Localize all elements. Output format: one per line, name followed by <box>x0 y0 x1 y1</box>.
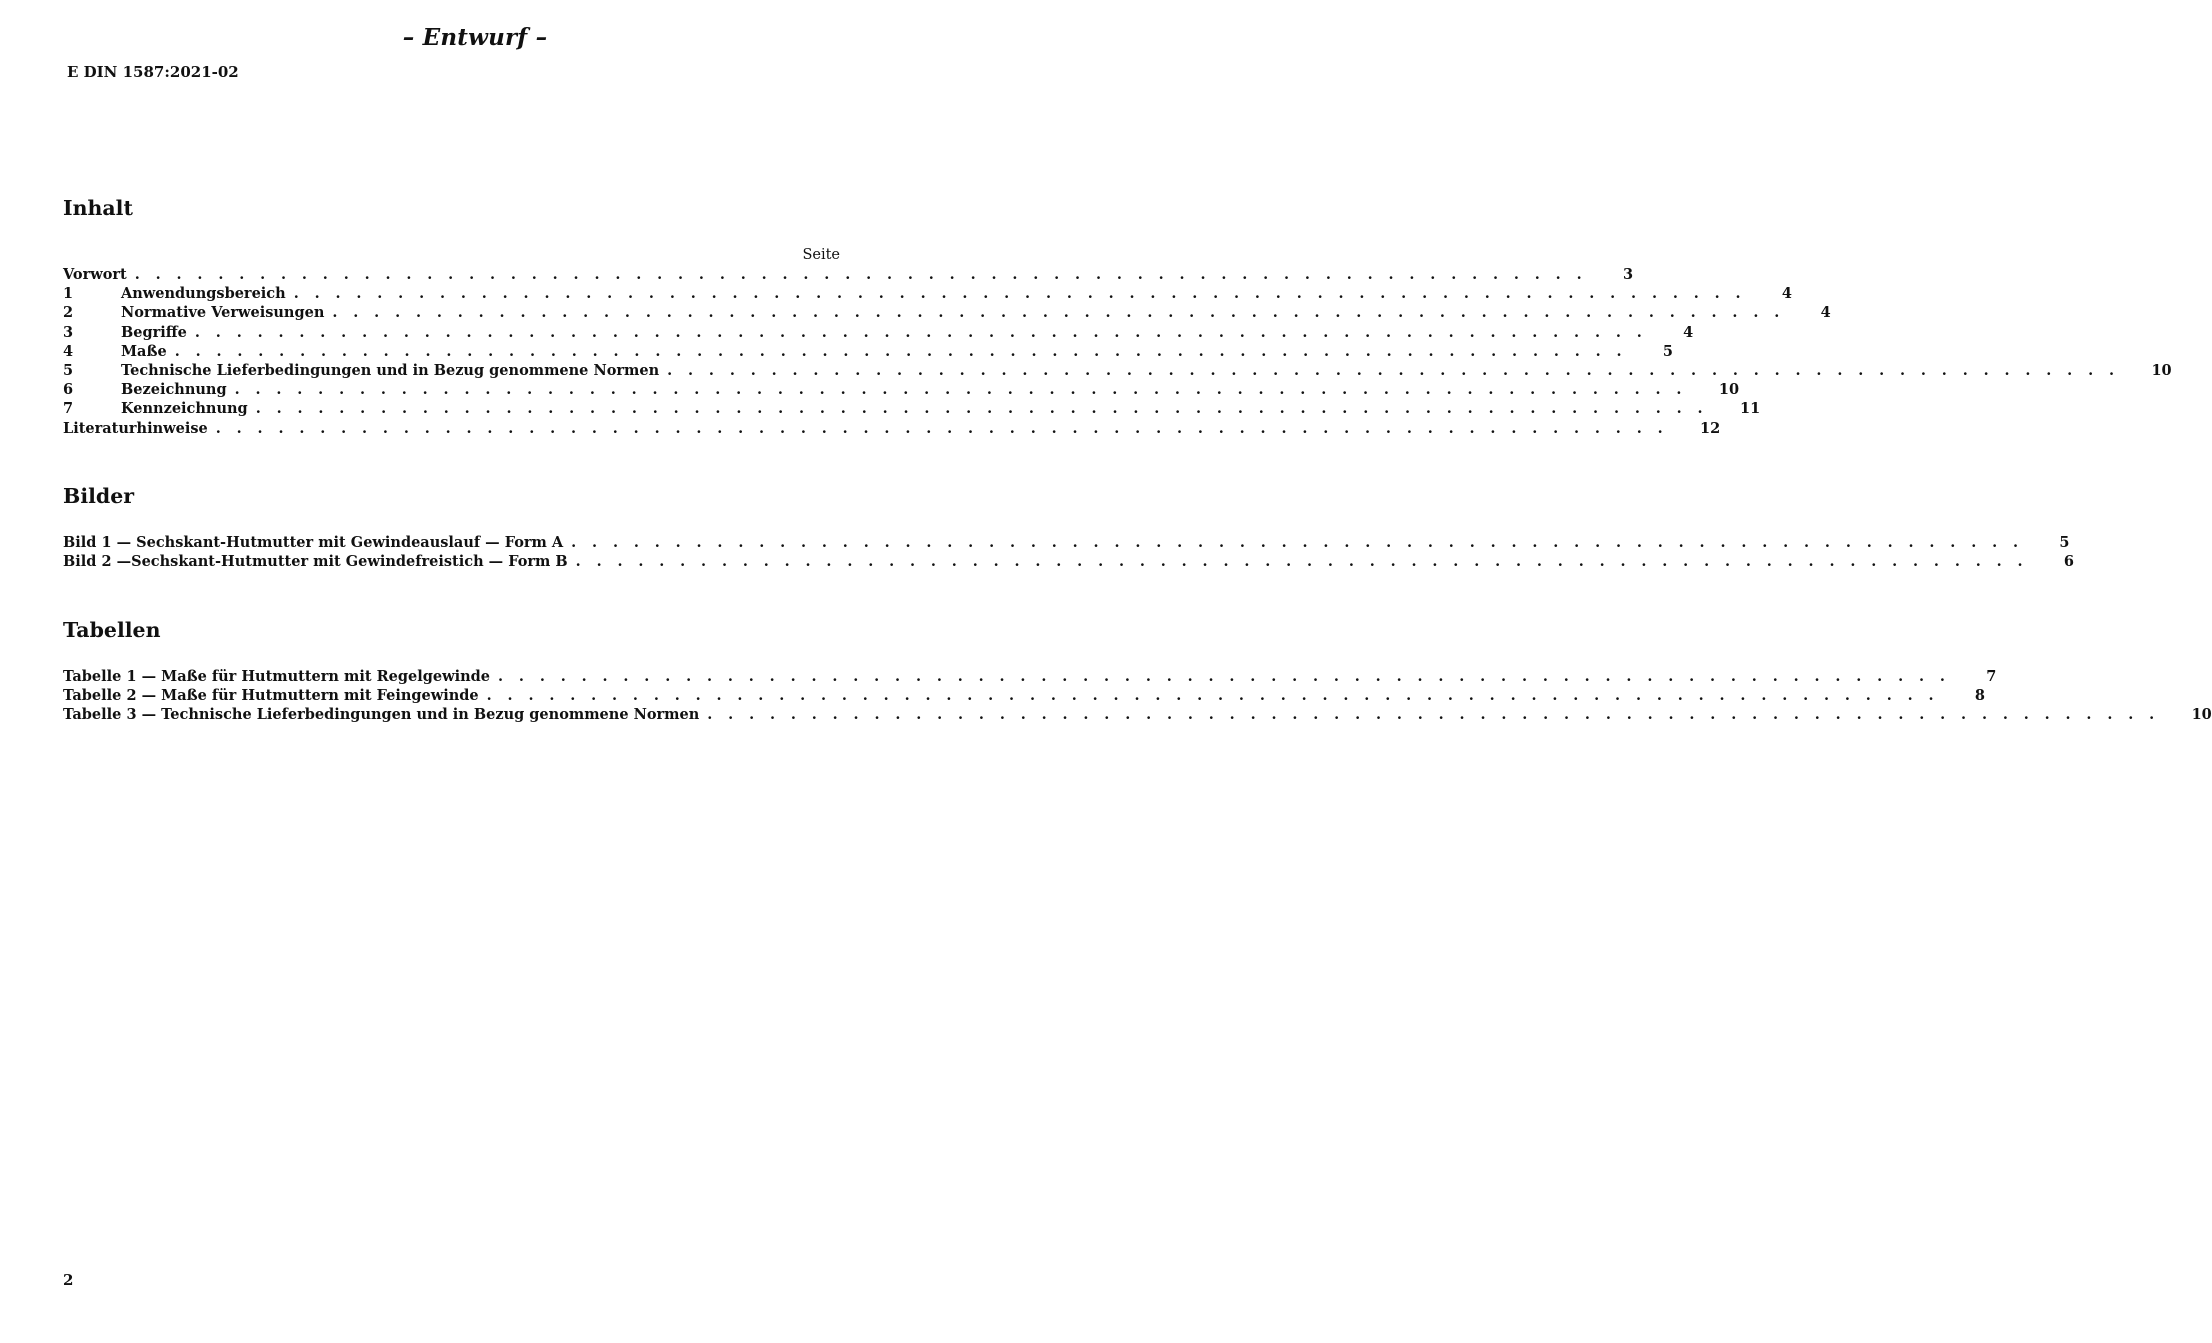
dot-leader: . . . . . . . . . . . . . . . . . . . . . . . . . . . . . . . . . . . . . . . . . . . . . . . . . . . . . . . . . . . . . . . . . . . . . . <box>332 304 1785 322</box>
figure-entry-page: 6 <box>2063 553 2074 571</box>
table-entry[interactable] <box>63 667 1997 686</box>
table-entry-title: Tabelle 3 — Technische Lieferbedingungen und in Bezug genommene Normen <box>63 706 700 724</box>
dot-leader: . . . . . . . . . . . . . . . . . . . . . . . . . . . . . . . . . . . . . . . . . . . . . . . . . . . . . . . . . . . . . . . . . . . . . . <box>667 361 2120 379</box>
dot-leader: . . . . . . . . . . . . . . . . . . . . . . . . . . . . . . . . . . . . . . . . . . . . . . . . . . . . . . . . . . . . . . . . . . . . . . <box>215 419 1669 437</box>
toc-entry-title: Normative Verweisungen <box>121 304 325 322</box>
table-entry-page: 7 <box>1986 668 1997 685</box>
contents-list <box>63 246 2172 438</box>
toc-entry-title: Kennzeichnung <box>121 400 248 418</box>
dot-leader: . . . . . . . . . . . . . . . . . . . . . . . . . . . . . . . . . . . . . . . . . . . . . . . . . . . . . . . . . . . . . . . . . . . . . . <box>498 668 1951 685</box>
toc-entry-number: 5 <box>63 361 74 379</box>
toc-entry-number: 2 <box>63 304 74 322</box>
toc-entry[interactable] <box>63 399 1761 418</box>
contents-heading: Inhalt <box>63 196 133 220</box>
tables-list <box>63 667 2212 725</box>
dot-leader: . . . . . . . . . . . . . . . . . . . . . . . . . . . . . . . . . . . . . . . . . . . . . . . . . . . . . . . . . . . . . . . . . . . . . . <box>575 553 2028 571</box>
toc-entry-page: 4 <box>1683 323 1694 341</box>
table-entry[interactable] <box>63 705 2212 724</box>
table-entry[interactable] <box>63 686 1985 705</box>
figure-entry-page: 5 <box>2059 534 2070 551</box>
toc-entry-number: 3 <box>63 323 74 341</box>
table-entry-title: Tabelle 1 — Maße für Hutmuttern mit Regelgewinde <box>63 668 491 685</box>
toc-entry-title: Begriffe <box>121 323 187 341</box>
toc-entry[interactable] <box>63 419 1721 438</box>
dot-leader: . . . . . . . . . . . . . . . . . . . . . . . . . . . . . . . . . . . . . . . . . . . . . . . . . . . . . . . . . . . . . . . . . . . . . . <box>194 323 1648 341</box>
figure-entry[interactable] <box>63 533 2070 552</box>
table-entry-title: Tabelle 2 — Maße für Hutmuttern mit Feingewinde <box>63 687 479 705</box>
toc-entry[interactable] <box>63 303 1831 322</box>
toc-entry-page: 11 <box>1740 400 1761 418</box>
table-entry-page: 10 <box>2191 706 2212 724</box>
dot-leader: . . . . . . . . . . . . . . . . . . . . . . . . . . . . . . . . . . . . . . . . . . . . . . . . . . . . . . . . . . . . . . . . . . . . . . <box>134 266 1588 283</box>
toc-entry-page: 12 <box>1700 419 1721 437</box>
toc-entry-page: 5 <box>1662 342 1673 360</box>
table-entry-page: 8 <box>1974 687 1985 705</box>
toc-entry-page: 4 <box>1781 285 1792 303</box>
toc-entry-title: Technische Lieferbedingungen und in Bezug genommene Normen <box>121 361 660 379</box>
dot-leader: . . . . . . . . . . . . . . . . . . . . . . . . . . . . . . . . . . . . . . . . . . . . . . . . . . . . . . . . . . . . . . . . . . . . . . <box>255 400 1708 418</box>
toc-entry-page: 4 <box>1820 304 1831 322</box>
document-id: E DIN 1587:2021-02 <box>67 63 239 81</box>
tables-heading: Tabellen <box>63 618 161 642</box>
figure-entry-title: Bild 2 —Sechskant-Hutmutter mit Gewindefreistich — Form B <box>63 553 568 571</box>
figure-entry[interactable] <box>63 552 2074 571</box>
toc-entry-title: Vorwort <box>63 266 127 283</box>
toc-entry-page: 10 <box>1718 381 1740 399</box>
dot-leader: . . . . . . . . . . . . . . . . . . . . . . . . . . . . . . . . . . . . . . . . . . . . . . . . . . . . . . . . . . . . . . . . . . . . . . <box>234 381 1687 399</box>
toc-entry-page: 10 <box>2151 361 2172 379</box>
figures-heading: Bilder <box>63 484 135 508</box>
toc-entry[interactable] <box>63 361 2172 380</box>
dot-leader: . . . . . . . . . . . . . . . . . . . . . . . . . . . . . . . . . . . . . . . . . . . . . . . . . . . . . . . . . . . . . . . . . . . . . . <box>571 534 2024 551</box>
toc-entry-title: Literaturhinweise <box>63 419 208 437</box>
dot-leader: . . . . . . . . . . . . . . . . . . . . . . . . . . . . . . . . . . . . . . . . . . . . . . . . . . . . . . . . . . . . . . . . . . . . . . <box>293 285 1746 303</box>
draft-watermark-title: – Entwurf – <box>402 24 548 51</box>
toc-entry[interactable] <box>63 323 1694 342</box>
toc-entry-number: 6 <box>63 381 74 399</box>
toc-entry-title: Bezeichnung <box>121 381 227 399</box>
dot-leader: . . . . . . . . . . . . . . . . . . . . . . . . . . . . . . . . . . . . . . . . . . . . . . . . . . . . . . . . . . . . . . . . . . . . . . <box>707 706 2160 724</box>
toc-entry-number: 7 <box>63 400 74 418</box>
toc-entry-title: Anwendungsbereich <box>121 285 286 303</box>
toc-entry[interactable] <box>63 342 1673 361</box>
toc-entry[interactable] <box>63 380 1740 399</box>
page-number: 2 <box>63 1271 74 1289</box>
figure-entry-title: Bild 1 — Sechskant-Hutmutter mit Gewindeauslauf — Form A <box>63 534 564 551</box>
dot-leader: . . . . . . . . . . . . . . . . . . . . . . . . . . . . . . . . . . . . . . . . . . . . . . . . . . . . . . . . . . . . . . . . . . . . . . <box>174 342 1627 360</box>
toc-entry-number: 1 <box>63 285 74 303</box>
toc-entry[interactable] <box>63 284 1792 303</box>
toc-entry[interactable] <box>63 265 1634 284</box>
toc-entry-title: Maße <box>121 342 167 360</box>
seite-label: Seite <box>802 247 840 263</box>
dot-leader: . . . . . . . . . . . . . . . . . . . . . . . . . . . . . . . . . . . . . . . . . . . . . . . . . . . . . . . . . . . . . . . . . . . . . . <box>486 687 1939 705</box>
toc-entry-number: 4 <box>63 342 74 360</box>
figures-list <box>63 533 2074 571</box>
toc-entry-page: 3 <box>1622 266 1634 283</box>
